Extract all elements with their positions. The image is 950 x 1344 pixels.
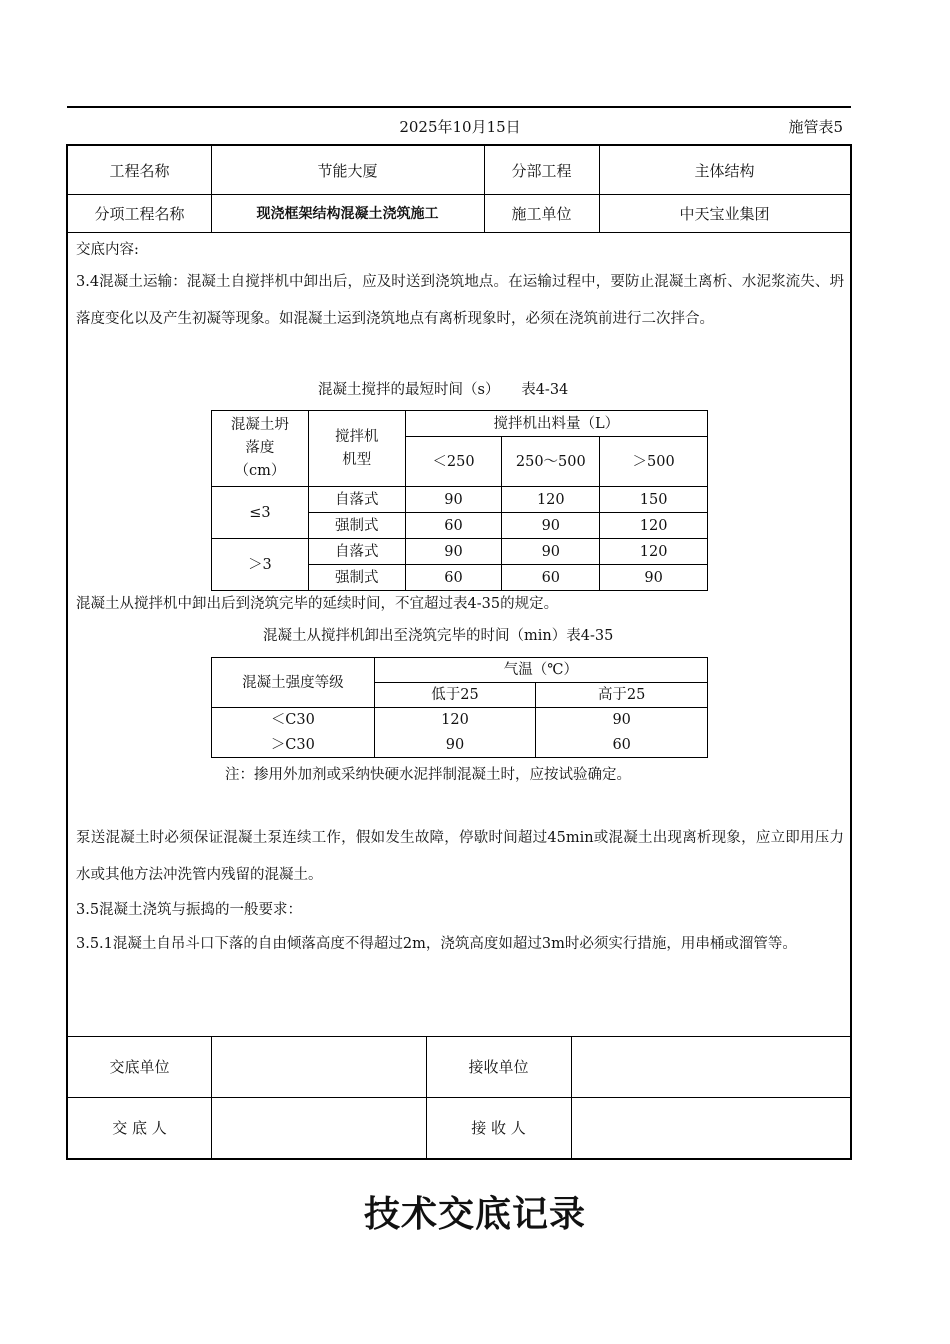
- receiver-field[interactable]: [571, 1097, 850, 1158]
- project-name-value: 节能大厦: [317, 161, 378, 180]
- table-cell: 120: [374, 708, 536, 733]
- content-block-top: [76, 236, 844, 338]
- table-cell: 60: [405, 565, 502, 591]
- subitem-value: 现浇框架结构混凝土浇筑施工: [256, 206, 439, 222]
- table-cell: 120: [502, 487, 600, 513]
- table-cell: 90: [405, 487, 502, 513]
- receiver-label: 接 收 人: [471, 1119, 526, 1137]
- table-cell: 60: [405, 513, 502, 539]
- table-cell: 90: [600, 565, 708, 591]
- grade-header: 混凝土强度等级: [212, 658, 375, 708]
- mixer-type-header-line: 机型: [342, 451, 372, 468]
- document-title: 技术交底记录: [363, 1194, 586, 1235]
- table-cell: 90: [502, 539, 600, 565]
- mixer-type-cell: 自落式: [308, 539, 405, 565]
- issuer-label: 交 底 人: [112, 1119, 167, 1137]
- temperature-header: 气温（℃）: [374, 658, 707, 683]
- slump-header-line: 落度: [245, 440, 275, 456]
- contractor-label: 施工单位: [511, 204, 572, 223]
- output-col-header: ＜250: [405, 437, 502, 487]
- paragraph-3-4: 3.4混凝土运输：混凝土自搅拌机中卸出后，应及时送到浇筑地点。在运输过程中，要防止混凝土离析、水泥浆流失、坍落度变化以及产生初凝等现象。如混凝土运到浇筑地点有离析现象时，必须在浇筑前进行二次拌合。: [76, 274, 844, 327]
- table-cell: 120: [600, 539, 708, 565]
- slump-header: [212, 411, 309, 487]
- table1-caption: 混凝土搅拌的最短时间（s） 表4-34: [318, 382, 569, 398]
- record-date: 2025年10月15日: [399, 118, 521, 136]
- slump-group-label: ≤3: [212, 487, 309, 539]
- contractor-value: 中天宝业集团: [679, 204, 770, 223]
- table-cell: 90: [536, 708, 708, 733]
- division-value: 主体结构: [694, 161, 755, 180]
- table-cell: 150: [600, 487, 708, 513]
- project-name-label: 工程名称: [109, 161, 170, 180]
- pump-paragraph: 泵送混凝土时必须保证混凝土泵连续工作，假如发生故障，停歇时间超过45min或混凝土出现离析现象，应立即用压力水或其他方法冲洗管内残留的混凝土。: [76, 830, 844, 883]
- subitem-label: 分项工程名称: [94, 204, 185, 223]
- table2-caption: 混凝土从搅拌机卸出至浇筑完毕的时间（min）表4-35: [263, 628, 614, 644]
- record-form: [66, 144, 852, 1160]
- temperature-col-header: 低于25: [374, 683, 536, 708]
- table-cell: 90: [374, 733, 536, 758]
- top-rule: [67, 106, 851, 108]
- slump-header-line: 混凝土坍: [230, 417, 289, 433]
- table2-note: 注：掺用外加剂或采纳快硬水泥拌制混凝土时，应按试验确定。: [225, 767, 631, 783]
- form-number: 施管表5: [788, 118, 843, 136]
- issuer-unit-label: 交底单位: [109, 1058, 170, 1076]
- paragraph-3-5-1: 3.5.1混凝土自吊斗口下落的自由倾落高度不得超过2m，浇筑高度如超过3m时必须实行措施，用串桶或溜管等。: [76, 936, 797, 952]
- table-cell: 90: [502, 513, 600, 539]
- delay-note: 混凝土从搅拌机中卸出后到浇筑完毕的延续时间，不宜超过表4-35的规定。: [76, 596, 559, 612]
- output-header: 搅拌机出料量（L）: [405, 411, 707, 437]
- mixing-time-table: [211, 410, 708, 591]
- mixer-type-cell: 强制式: [308, 565, 405, 591]
- paragraph-3-5: 3.5混凝土浇筑与振捣的一般要求：: [76, 902, 303, 918]
- mixer-type-cell: 自落式: [308, 487, 405, 513]
- table-cell: 120: [600, 513, 708, 539]
- content-label: 交底内容:: [76, 242, 139, 258]
- receiver-unit-label: 接收单位: [468, 1058, 529, 1076]
- table-cell: 90: [405, 539, 502, 565]
- table-cell: 60: [536, 733, 708, 758]
- output-col-header: 250～500: [502, 437, 600, 487]
- output-col-header: ＞500: [600, 437, 708, 487]
- table-cell: 60: [502, 565, 600, 591]
- grade-cell: ＞C30: [212, 733, 375, 758]
- mixer-type-header-line: 搅拌机: [334, 428, 379, 445]
- delay-time-table: [211, 657, 708, 758]
- slump-header-line: （cm）: [234, 463, 286, 479]
- receiver-unit-field[interactable]: [571, 1036, 850, 1097]
- temperature-col-header: 高于25: [536, 683, 708, 708]
- mixer-type-header: [308, 411, 405, 487]
- issuer-unit-field[interactable]: [211, 1036, 426, 1097]
- mixer-type-cell: 强制式: [308, 513, 405, 539]
- issuer-field[interactable]: [211, 1097, 426, 1158]
- division-label: 分部工程: [511, 161, 572, 180]
- slump-group-label: ＞3: [212, 539, 309, 591]
- content-block-bottom: [76, 820, 844, 963]
- row-divider: [68, 232, 850, 233]
- grade-cell: ＜C30: [212, 708, 375, 733]
